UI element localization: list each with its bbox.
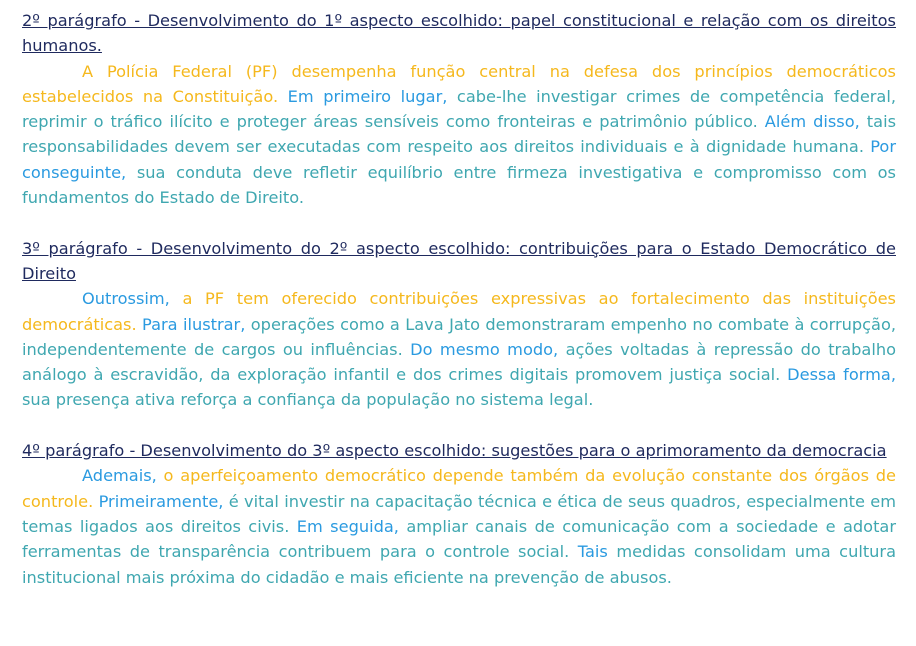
connective-phrase: Em seguida, <box>296 516 399 536</box>
paragraph-body <box>22 463 896 589</box>
section-heading: 4º parágrafo - Desenvolvimento do 3º aspecto escolhido: sugestões para o aprimoramento da democracia <box>22 441 887 461</box>
body-text: ampliar canais de comunicação com a sociedade e adotar ferramentas de transparência contribuem para o controle social. <box>22 516 897 562</box>
paragraph-section-2 <box>22 8 896 210</box>
connective-phrase: Primeiramente, <box>98 491 224 511</box>
connective-phrase: Por conseguinte, <box>22 137 896 182</box>
connective-phrase: Outrossim, <box>82 289 170 309</box>
connective-phrase: Em primeiro lugar, <box>287 86 448 106</box>
paragraph-section-3 <box>22 236 896 413</box>
thesis-sentence: A Polícia Federal (PF) desempenha função central na defesa dos princípios democráticos estabelecidos na Constituição. <box>22 61 896 106</box>
body-text: cabe-lhe investigar crimes de competência federal, reprimir o tráfico ilícito e proteger áreas sensíveis como fronteiras e patrimônio público. <box>22 86 896 132</box>
body-text: medidas consolidam uma cultura institucional mais próxima do cidadão e mais eficiente na prevenção de abusos. <box>22 542 897 587</box>
connective-phrase: Para ilustrar, <box>142 314 246 334</box>
paragraph-body <box>22 286 896 412</box>
body-text: tais responsabilidades devem ser executadas com respeito aos direitos individuais e à dignidade humana. <box>22 112 897 157</box>
connective-phrase: Do mesmo modo, <box>410 339 559 359</box>
connective-phrase: Dessa forma, <box>787 365 896 385</box>
connective-phrase: Tais <box>577 542 608 562</box>
connective-phrase: Além disso, <box>764 112 860 132</box>
thesis-sentence: a PF tem oferecido contribuições expressivas ao fortalecimento das instituições democráticas. <box>22 289 896 334</box>
body-text: operações como a Lava Jato demonstraram empenho no combate à corrupção, independentemente de cargos ou influências. <box>22 314 896 359</box>
essay-document <box>22 8 896 590</box>
body-text <box>278 87 288 106</box>
thesis-sentence: o aperfeiçoamento democrático depende também da evolução constante dos órgãos de controle. <box>22 466 896 511</box>
paragraph-section-4 <box>22 438 896 590</box>
connective-phrase: Ademais, <box>82 466 157 486</box>
body-text: ações voltadas à repressão do trabalho análogo à escravidão, da exploração infantil e dos crimes digitais promovem justiça social. <box>22 339 896 385</box>
body-text: é vital investir na capacitação técnica e ética de seus quadros, especialmente em temas ligados aos direitos civis. <box>22 491 896 536</box>
body-text: sua presença ativa reforça a confiança da população no sistema legal. <box>22 390 594 410</box>
section-heading: 3º parágrafo - Desenvolvimento do 2º aspecto escolhido: contribuições para o Estado Democrático de Direito <box>22 238 896 283</box>
paragraph-body <box>22 59 896 211</box>
body-text: sua conduta deve refletir equilíbrio entre firmeza investigativa e compromisso com os fundamentos do Estado de Direito. <box>22 162 896 208</box>
section-heading: 2º parágrafo - Desenvolvimento do 1º aspecto escolhido: papel constitucional e relação com os direitos humanos. <box>22 11 896 56</box>
